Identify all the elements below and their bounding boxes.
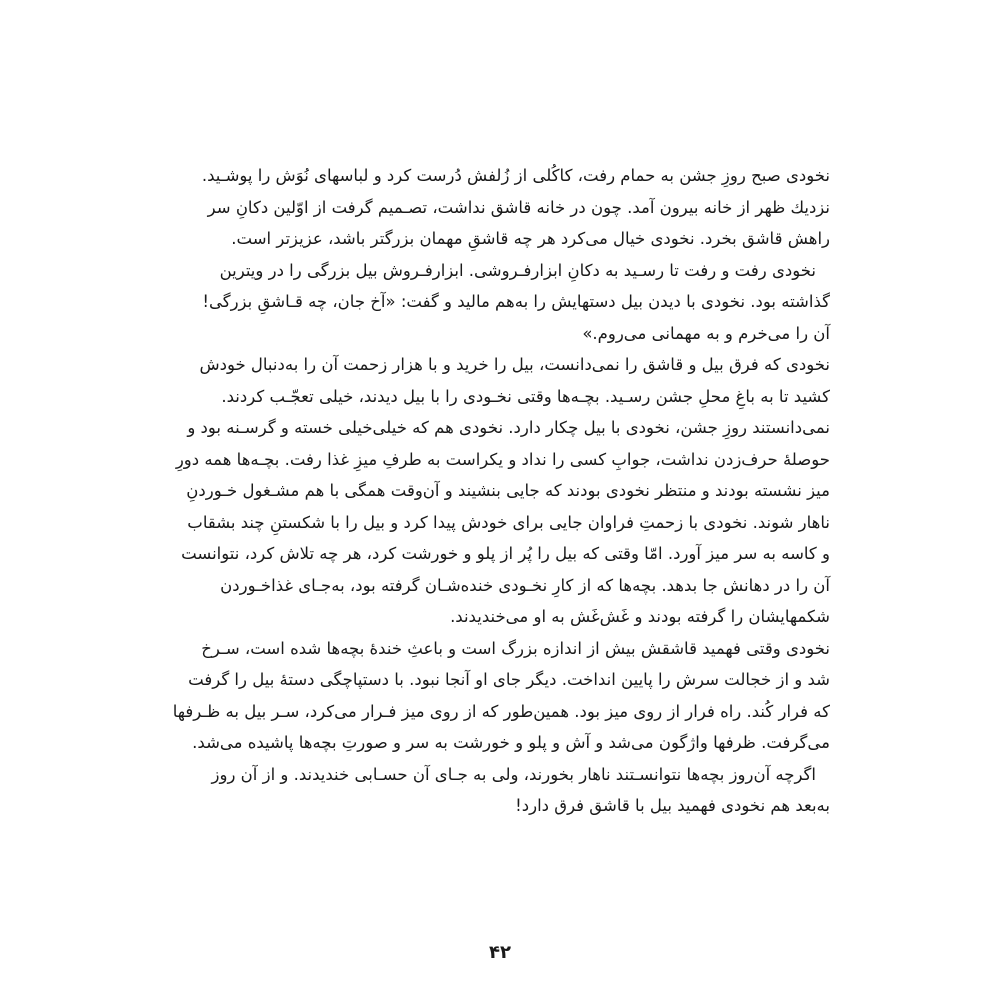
- paragraph-3: نخودی که فرق بیل و قاشق را نمی‌دانست، بیل را خرید و با هزار زحمت آن را به‌دنبال خودش کشید تا به باغِ محلِ جشن رسـید. بچـه‌ها وقتی نخـودی را با بیل دیدند، خیلی تعجّـب کردند. نمی‌دانستند روزِ جشن، نخودی با بیل چکار دارد. نخودی هم که خیلی‌خیلی خسته و گرسـنه بود و حوصلهٔ حرف‌زدن نداشت، جوابِ کسی را نداد و یکراست به طرفِ میزِ غذا رفت. بچـه‌ها همه دورِ میز نشسته بودند و منتظر نخودی بودند که جایی بنشیند و آن‌وقت همگی با هم مشـغول خـوردنِ ناهار شوند. نخودی با زحمتِ فراوان جایی برای خودش پیدا کرد و بیل را با شکستنِ چند بشقاب و کاسه به سر میز آورد. امّا وقتی که بیل را پُر از پلو و خورشت کرد، هر چه تلاش کرد، نتوانست آن را در دهانش جا بدهد. بچه‌ها که از کارِ نخـودی خنده‌شـان گرفته بود، به‌جـای غذاخـوردن شکمهایشان را گرفته بودند و غَش‌غَش به او می‌خندیدند.: [175, 355, 830, 626]
- story-text: [170, 160, 830, 822]
- page-number: ۴۲: [489, 942, 511, 963]
- paragraph-2: نخودی رفت و رفت تا رسـید به دکانِ ابزارفـروشی. ابزارفـروش بیل بزرگی را در ویترین گذاشته بود. نخودی با دیدن بیل دستهایش را به‌هم مالید و گفت: «آخ جان، چه قـاشقِ بزرگی! آن را می‌خرم و به مهمانی می‌روم.»: [202, 260, 830, 343]
- paragraph-5: اگرچه آن‌روز بچه‌ها نتوانسـتند ناهار بخورند، ولی به جـای آن حسـابی خندیدند. و از آن روز به‌بعد هم نخودی فهمید بیل با قاشق فرق دارد!: [211, 764, 830, 815]
- paragraph-1: نخودی صبح روزِ جشن به حمام رفت، کاکُلی از زُلفش دُرست کرد و لباسهای نُوَش را پوشـید. نزدیك ظهر از خانه بیرون آمد. چون در خانه قاشق نداشت، تصـمیم گرفت از اوّلین دکانِ سر راهش قاشق بخرد. نخودی خیال می‌کرد هر چه قاشقِ مهمان بزرگتر باشد، عزیزتر است.: [201, 166, 830, 248]
- paragraph-4: نخودی وقتی فهمید قاشقش بیش از اندازه بزرگ است و باعثِ خندهٔ بچه‌ها شده است، سـرخ شد و از خجالت سرش را پایین انداخت. دیگر جای او آنجا نبود. با دستپاچگی دستهٔ بیل را گرفت که فرار کُند. راه فرار از روی میز بود. همین‌طور که از روی میز فـرار می‌کرد، سـر بیل به ظـرفها می‌گرفت. ظرفها واژگون می‌شد و آش و پلو و خورشت به سر و صورتِ بچه‌ها پاشیده می‌شد.: [172, 638, 830, 752]
